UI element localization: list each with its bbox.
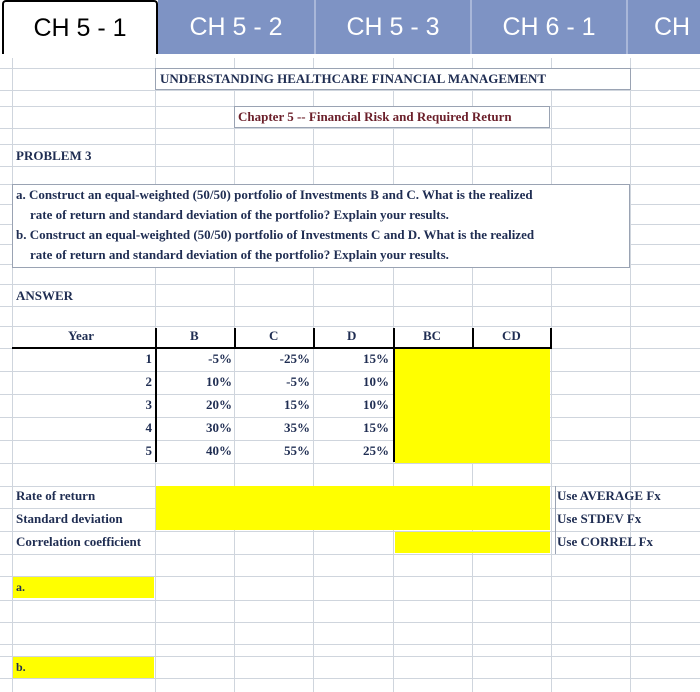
spreadsheet-grid [0, 58, 700, 692]
header-year: Year [68, 328, 94, 343]
row-1-c-value[interactable]: -25% [279, 351, 310, 366]
correlation-label: Correlation coefficient [16, 534, 142, 549]
row-5-year[interactable]: 5 [145, 443, 152, 458]
problem-line-4: rate of return and standard deviation of the portfolio? Explain your results. [30, 247, 449, 262]
tab-ch-partial[interactable]: CH [628, 0, 700, 54]
tab-ch5-2[interactable]: CH 5 - 2 [158, 0, 316, 54]
answer-b-cell[interactable] [13, 657, 154, 678]
tab-ch6-1[interactable]: CH 6 - 1 [472, 0, 628, 54]
row-1-year[interactable]: 1 [145, 351, 152, 366]
stats-input-area[interactable] [156, 486, 550, 530]
col-divider-bc [472, 328, 474, 348]
answer-a-label: a. [16, 580, 25, 594]
row-5-d-value[interactable]: 25% [363, 443, 389, 458]
row-3-year[interactable]: 3 [145, 397, 152, 412]
row-4-c-value[interactable]: 35% [284, 420, 310, 435]
row-3-c-value[interactable]: 15% [284, 397, 310, 412]
bc-cd-input-area[interactable] [395, 349, 550, 463]
tab-ch5-3[interactable]: CH 5 - 3 [316, 0, 472, 54]
header-cd: CD [502, 328, 521, 343]
correlation-input-area[interactable] [395, 532, 550, 553]
row-2-b-value[interactable]: 10% [206, 374, 232, 389]
row-1-b-value[interactable]: -5% [208, 351, 232, 366]
row-3-d-value[interactable]: 10% [363, 397, 389, 412]
chapter-title: Chapter 5 -- Financial Risk and Required Return [238, 109, 512, 124]
col-divider-cd [550, 328, 552, 348]
row-3-b-value[interactable]: 20% [206, 397, 232, 412]
correl-hint: Use CORREL Fx [557, 534, 654, 549]
row-5-b-value[interactable]: 40% [206, 443, 232, 458]
problem-label: PROBLEM 3 [16, 148, 92, 163]
average-hint: Use AVERAGE Fx [557, 488, 661, 503]
col-divider-c [313, 328, 315, 348]
problem-line-1: a. Construct an equal-weighted (50/50) portfolio of Investments B and C. What is the realized [16, 187, 533, 202]
hint-divider [555, 486, 556, 554]
row-4-d-value[interactable]: 15% [363, 420, 389, 435]
row-2-c-value[interactable]: -5% [286, 374, 310, 389]
page-title: UNDERSTANDING HEALTHCARE FINANCIAL MANAGEMENT [160, 71, 547, 86]
answer-b-label: b. [16, 660, 26, 674]
row-2-d-value[interactable]: 10% [363, 374, 389, 389]
header-c: C [269, 328, 279, 343]
row-4-b-value[interactable]: 30% [206, 420, 232, 435]
problem-line-2: rate of return and standard deviation of the portfolio? Explain your results. [30, 207, 449, 222]
row-4-year[interactable]: 4 [145, 420, 152, 435]
std-deviation-label: Standard deviation [16, 511, 123, 526]
row-5-c-value[interactable]: 55% [284, 443, 310, 458]
answer-label: ANSWER [16, 288, 74, 303]
col-divider-b [234, 328, 236, 348]
year-divider [155, 328, 157, 462]
row-1-d-value[interactable]: 15% [363, 351, 389, 366]
header-d: D [347, 328, 357, 343]
answer-a-cell[interactable] [13, 577, 154, 598]
rate-of-return-label: Rate of return [16, 488, 96, 503]
row-2-year[interactable]: 2 [145, 374, 152, 389]
tab-ch5-1[interactable]: CH 5 - 1 [2, 0, 158, 54]
problem-line-3: b. Construct an equal-weighted (50/50) portfolio of Investments C and D. What is the realized [16, 227, 535, 242]
header-bc: BC [423, 328, 442, 343]
stdev-hint: Use STDEV Fx [557, 511, 642, 526]
header-b: B [190, 328, 199, 343]
sheet-tab-bar [0, 0, 700, 58]
